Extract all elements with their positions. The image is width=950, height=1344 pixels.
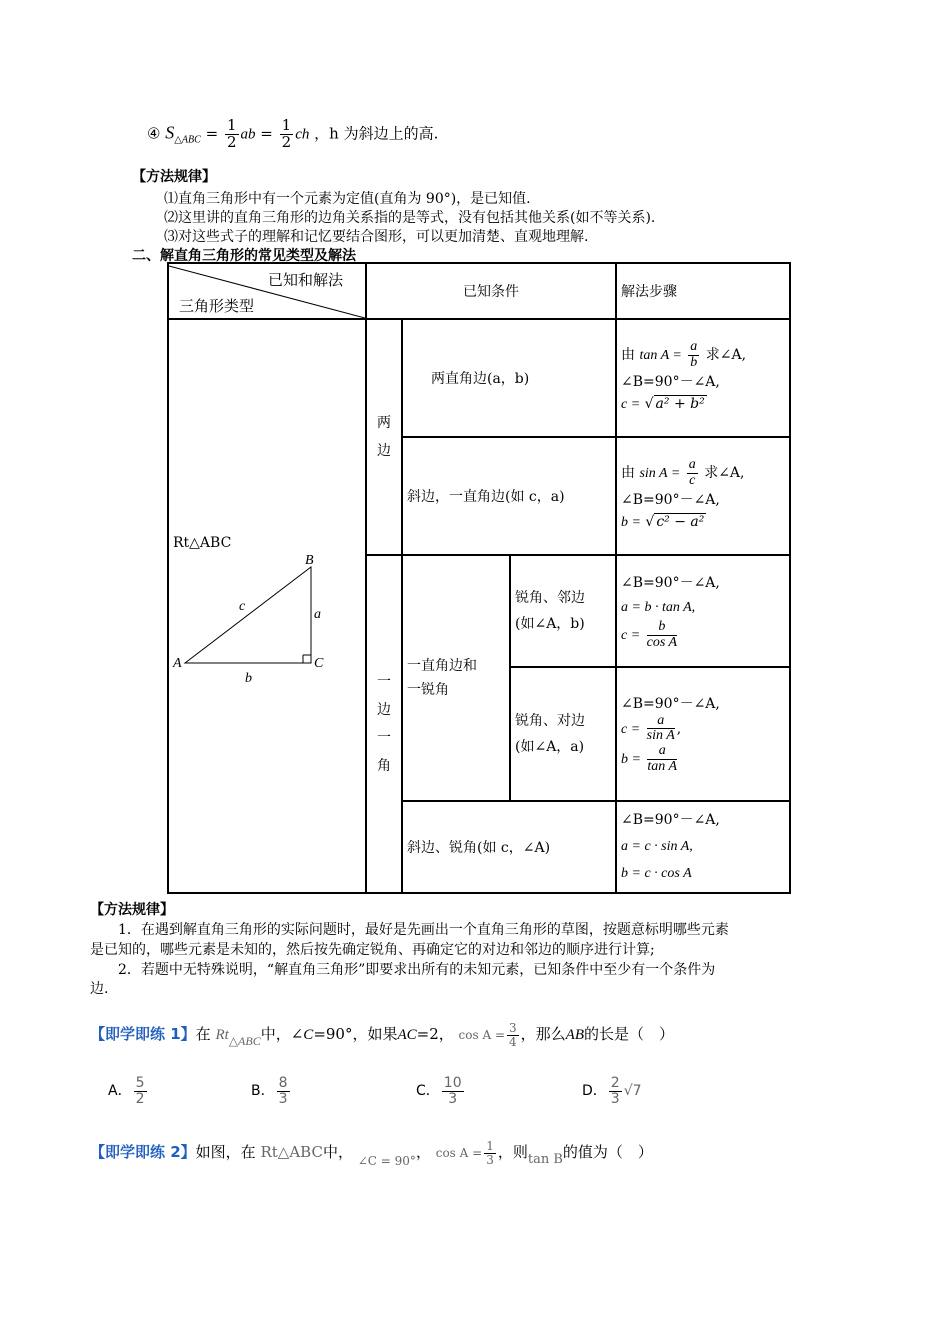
ex2-t1: 如图，在 (195, 1143, 256, 1162)
option-a[interactable]: A． $\frac{5}{2}$ (108, 1075, 145, 1107)
section-title-2: 二、解直角三角形的常见类型及解法 (132, 248, 356, 264)
ex2-t2: 中， (322, 1143, 353, 1162)
vertex-b-label: B (305, 553, 314, 568)
row3-steps: ∠B=90°－∠A, a = b · tan A, c = $\frac{b}{\text{cos A}}$ (616, 555, 790, 667)
row1-steps: 由 tan A = $\frac{a}{b}$ 求∠A, ∠B=90°－∠A, c = √ a² + b² (616, 319, 790, 437)
ex2-t4: ，则 (497, 1143, 528, 1162)
diagonal-header-cell (168, 263, 366, 319)
ex2-t5: 的值为（ ） (562, 1143, 653, 1162)
rt-triangle-label: Rt△ABC (173, 535, 232, 551)
header-known-method: 已知和解法 (267, 271, 343, 289)
header-solution-steps: 解法步骤 (616, 263, 790, 319)
formula-area (147, 118, 438, 151)
circled-number: ④ (147, 124, 161, 143)
solution-table (167, 262, 791, 894)
option-d[interactable]: D． $\frac{2}{3}$ √7 (582, 1075, 642, 1107)
ex1-rt: Rt (215, 1027, 229, 1044)
header-known-conditions: 已知条件 (366, 263, 616, 319)
fraction-half-2: $\frac{1}{2}$ (281, 116, 292, 151)
group-one-side-one-angle: 一边一角 (366, 555, 402, 893)
fraction-half-1: $\frac{1}{2}$ (226, 116, 237, 151)
option-c[interactable]: C． $\frac{10}{3}$ (416, 1075, 462, 1107)
header-triangle-type: 三角形类型 (179, 297, 255, 315)
ex1-t5: ，那么 (520, 1025, 566, 1044)
equals-sign-2: = (260, 124, 273, 143)
side-b-label: b (245, 671, 252, 686)
ex1-t3: =90°，如果 (313, 1025, 398, 1044)
ex1-ab: AB (565, 1027, 584, 1044)
vertex-c-label: C (314, 656, 324, 671)
ex1-t4: =2， (416, 1025, 454, 1044)
ex1-t1: 在 (195, 1025, 211, 1044)
leg-and-angle: 一直角边和一锐角 (402, 555, 510, 801)
exercise-1 (90, 1022, 674, 1048)
height-note: ，h 为斜边上的高. (314, 124, 439, 143)
method2-p2-line2: 边. (90, 981, 109, 997)
exercise-2 (90, 1139, 653, 1169)
row4-steps: ∠B=90°－∠A, c = $\frac{a}{\text{sin A}}$ , b = $\frac{a}{\text{tan A}}$ (616, 667, 790, 801)
right-triangle-figure (171, 552, 351, 692)
row2-steps: 由 sin A = $\frac{a}{c}$ 求∠A, ∠B=90°－∠A, b = √ c² − a² (616, 437, 790, 555)
ab-term: ab (240, 126, 256, 143)
ex1-cos: cos A = (458, 1028, 505, 1043)
ex1-t6: 的长是（ ） (583, 1025, 674, 1044)
method-item-2: ⑵这里讲的直角三角形的边角关系指的是等式，没有包括其他关系(如不等关系). (164, 210, 656, 226)
ex1-tri: △ABC (228, 1034, 261, 1049)
ex1-c: C (303, 1027, 314, 1044)
row4-known: 锐角、对边(如∠A，a) (510, 667, 616, 801)
ex2-angle: ∠C = 90° (357, 1154, 416, 1169)
row3-known: 锐角、邻边(如∠A，b) (510, 555, 616, 667)
ch-term: ch (295, 126, 310, 143)
vertex-a-label: A (173, 656, 182, 671)
method-title-2: 【方法规律】 (90, 902, 174, 918)
area-symbol: S (165, 122, 175, 143)
option-b[interactable]: B． $\frac{8}{3}$ (251, 1075, 288, 1107)
ex2-t3: ， (415, 1143, 431, 1162)
ex2-cos: cos A = (435, 1146, 483, 1161)
side-a-label: a (314, 607, 321, 622)
row1-known: 两直角边(a，b) (402, 319, 616, 437)
method-item-3: ⑶对这些式子的理解和记忆要结合图形，可以更加清楚、直观地理解. (164, 229, 589, 245)
method2-p1-line2: 是已知的，哪些元素是未知的，然后按先确定锐角、再确定它的对边和邻边的顺序进行计算; (90, 942, 655, 958)
row2-known: 斜边，一直角边(如 c，a) (402, 437, 616, 555)
equals-sign: = (205, 124, 219, 143)
exercise-1-tag: 【即学即练 1】 (90, 1025, 196, 1044)
method-item-1: ⑴直角三角形中有一个元素为定值(直角为 90°)，是已知值. (164, 191, 531, 207)
method2-p1-line1: 1．在遇到解直角三角形的实际问题时，最好是先画出一个直角三角形的草图，按题意标明哪些元素 (118, 922, 729, 938)
exercise-2-tag: 【即学即练 2】 (90, 1143, 196, 1162)
ex2-tri: Rt△ABC (260, 1143, 323, 1162)
group-two-sides: 两边 (366, 319, 402, 555)
ex1-frac: $\frac{3}{4}$ (509, 1021, 517, 1049)
row5-known: 斜边、锐角(如 c，∠A) (402, 801, 616, 893)
ex2-frac: $\frac{1}{3}$ (486, 1139, 494, 1167)
area-subscript: △ABC (174, 134, 201, 146)
ex1-ac: AC (397, 1027, 417, 1044)
method-title-1: 【方法规律】 (132, 169, 216, 185)
ex1-t2: 中，∠ (260, 1025, 304, 1044)
method2-p2-line1: 2．若题中无特殊说明，“解直角三角形”即要求出所有的未知元素，已知条件中至少有一个条件为 (118, 962, 716, 978)
row5-steps: ∠B=90°－∠A, a = c · sin A, b = c · cos A (616, 801, 790, 893)
triangle-cell (168, 319, 366, 893)
side-c-label: c (239, 599, 246, 614)
ex2-tanb: tan B (527, 1152, 563, 1168)
